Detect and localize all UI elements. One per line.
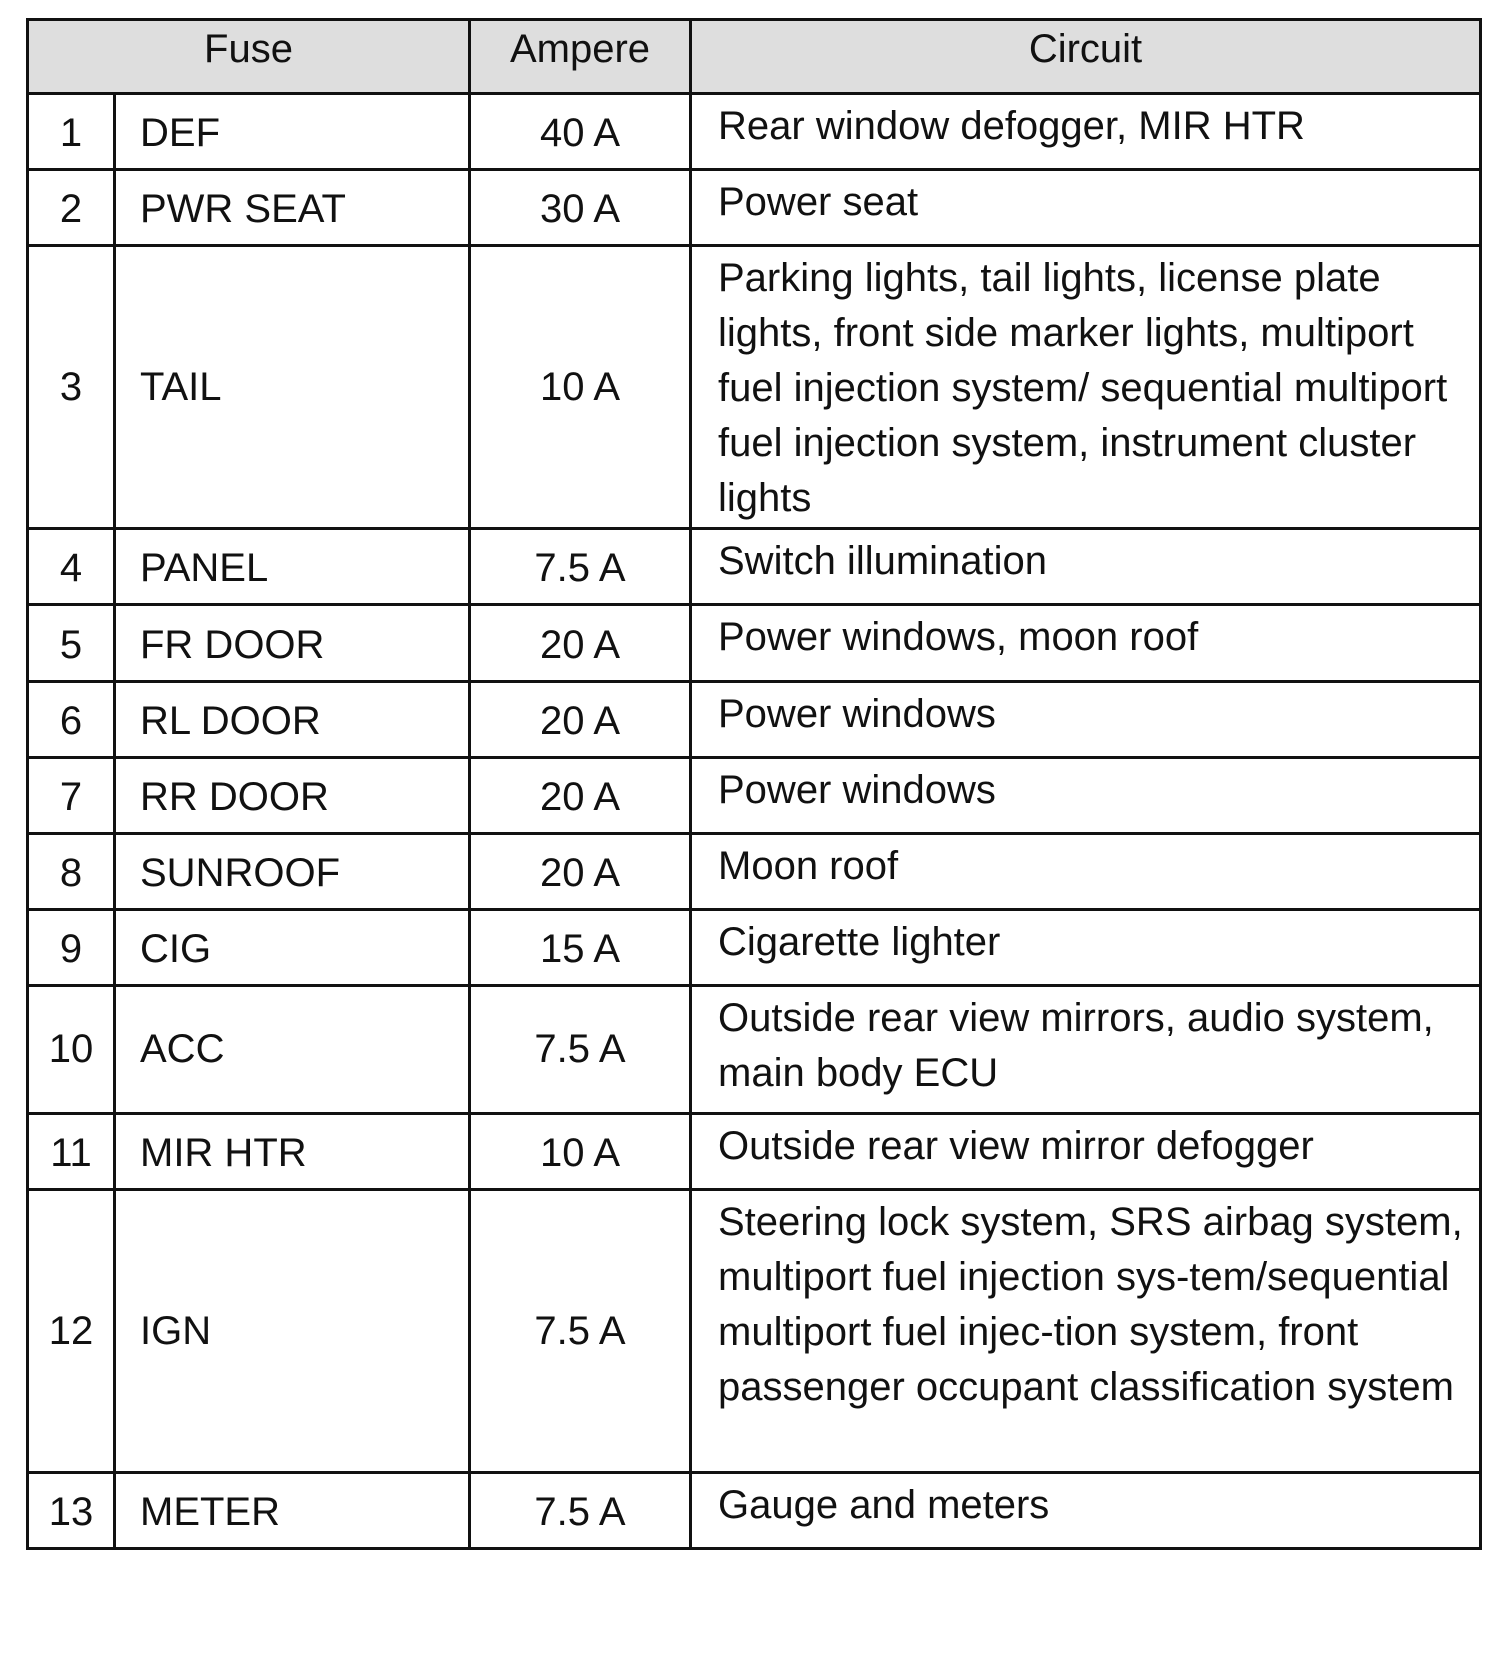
fuse-number: 9 (28, 910, 115, 986)
fuse-ampere: 10 A (470, 1114, 691, 1190)
fuse-ampere: 7.5 A (470, 986, 691, 1114)
fuse-name: TAIL (115, 246, 470, 529)
table-row (28, 682, 1481, 758)
fuse-circuit: Outside rear view mirrors, audio system, main body ECU (691, 986, 1481, 1114)
fuse-number: 2 (28, 170, 115, 246)
fuse-number: 5 (28, 605, 115, 682)
fuse-name: FR DOOR (115, 605, 470, 682)
fuse-circuit: Moon roof (691, 834, 1481, 910)
fuse-ampere: 7.5 A (470, 1190, 691, 1473)
table-row (28, 1114, 1481, 1190)
fuse-name: METER (115, 1473, 470, 1549)
fuse-name: MIR HTR (115, 1114, 470, 1190)
fuse-ampere: 7.5 A (470, 529, 691, 605)
fuse-name: PANEL (115, 529, 470, 605)
table-header-row (28, 20, 1481, 94)
table-row (28, 1190, 1481, 1473)
header-fuse: Fuse (28, 20, 470, 94)
fuse-circuit: Steering lock system, SRS airbag system, multiport fuel injection sys-tem/sequential multiport fuel injec-tion system, front passenger occupant classification system (691, 1190, 1481, 1473)
fuse-name: ACC (115, 986, 470, 1114)
fuse-number: 4 (28, 529, 115, 605)
table-row (28, 1473, 1481, 1549)
fuse-number: 10 (28, 986, 115, 1114)
fuse-number: 12 (28, 1190, 115, 1473)
fuse-number: 11 (28, 1114, 115, 1190)
fuse-name: RR DOOR (115, 758, 470, 834)
fuse-ampere: 20 A (470, 834, 691, 910)
table-row (28, 246, 1481, 529)
fuse-circuit: Power windows (691, 682, 1481, 758)
table-row (28, 986, 1481, 1114)
fuse-number: 1 (28, 94, 115, 170)
fuse-circuit: Rear window defogger, MIR HTR (691, 94, 1481, 170)
fuse-ampere: 20 A (470, 682, 691, 758)
table-row (28, 834, 1481, 910)
fuse-ampere: 20 A (470, 605, 691, 682)
fuse-circuit: Power windows, moon roof (691, 605, 1481, 682)
table-row (28, 94, 1481, 170)
fuse-number: 7 (28, 758, 115, 834)
fuse-name: SUNROOF (115, 834, 470, 910)
table-row (28, 170, 1481, 246)
fuse-circuit: Outside rear view mirror defogger (691, 1114, 1481, 1190)
fuse-ampere: 15 A (470, 910, 691, 986)
fuse-circuit: Parking lights, tail lights, license plate lights, front side marker lights, multiport fuel injection system/ sequential multiport fuel injection system, instrument cluster lights (691, 246, 1481, 529)
fuse-circuit: Power windows (691, 758, 1481, 834)
fuse-ampere: 20 A (470, 758, 691, 834)
fuse-number: 3 (28, 246, 115, 529)
fuse-number: 6 (28, 682, 115, 758)
fuse-circuit: Switch illumination (691, 529, 1481, 605)
header-ampere: Ampere (470, 20, 691, 94)
fuse-circuit: Gauge and meters (691, 1473, 1481, 1549)
fuse-ampere: 40 A (470, 94, 691, 170)
fuse-ampere: 30 A (470, 170, 691, 246)
fuse-ampere: 7.5 A (470, 1473, 691, 1549)
header-circuit: Circuit (691, 20, 1481, 94)
fuse-number: 8 (28, 834, 115, 910)
table-row (28, 758, 1481, 834)
fuse-name: PWR SEAT (115, 170, 470, 246)
fuse-table (26, 18, 1482, 1550)
fuse-ampere: 10 A (470, 246, 691, 529)
fuse-name: RL DOOR (115, 682, 470, 758)
fuse-name: DEF (115, 94, 470, 170)
fuse-name: CIG (115, 910, 470, 986)
fuse-name: IGN (115, 1190, 470, 1473)
fuse-circuit: Power seat (691, 170, 1481, 246)
table-row (28, 529, 1481, 605)
table-row (28, 910, 1481, 986)
fuse-circuit: Cigarette lighter (691, 910, 1481, 986)
table-row (28, 605, 1481, 682)
fuse-number: 13 (28, 1473, 115, 1549)
